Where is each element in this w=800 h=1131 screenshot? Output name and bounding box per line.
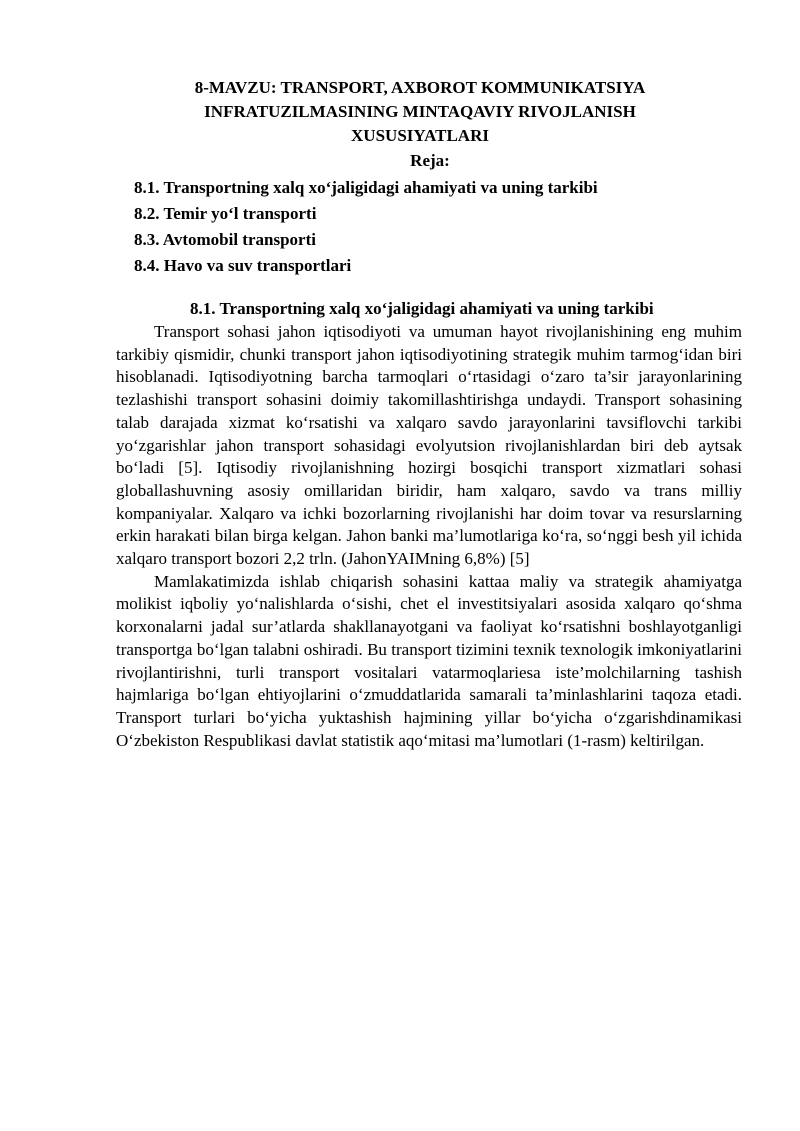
paragraph: Mamlakatimizda ishlab chiqarish sohasini kattaa maliy va strategik ahamiyatga molikist iqboliy yo‘nalishlarda o‘sishi, chet el investitsiyalari asosida xalqaro qo‘shma korxonalarni jadal sur’atlarda shakllanayotgani va faoliyat ko‘rsatishni boshlayotganligi transportga bo‘lgan talabni oshiradi. Bu transport tizimini texnik texnologik imkoniyatlarini rivojlantirishni, turli transport vositalari vatarmoqlariesa iste’molchilarning tashish hajmlariga bo‘lgan ehtiyojlarini o‘zmuddatlarida samarali ta’minlashlarini taqoza etadi. Transport turlari bo‘yicha yuktashish hajmining yillar bo‘yicha o‘zgarishdinamikasi O‘zbekiston Respublikasi davlat statistik aqo‘mitasi ma’lumotlari (1-rasm) keltirilgan. xyxy=(116,571,742,750)
topic-title xyxy=(150,76,690,148)
topic-title-line: XUSUSIYATLARI xyxy=(351,126,489,145)
plan-item: 8.4. Havo va suv transportlari xyxy=(134,256,352,275)
plan-list xyxy=(134,175,598,279)
plan-heading: Reja: xyxy=(410,151,450,170)
plan-item: 8.3. Avtomobil transporti xyxy=(134,230,316,249)
paragraph: Transport sohasi jahon iqtisodiyoti va umuman hayot rivojlanishining eng muhim tarkibiy qismidir, chunki transport jahon iqtisodiyotining strategik muhim tarmog‘idan biri hisoblanadi. Iqtisodiyotning barcha tarmoqlari o‘rtasidagi o‘zaro ta’sir jarayonlarining tezlashishi transport sohasini doimiy takomillashtirishga undaydi. Transport sohasining talab darajada xizmat ko‘rsatishi va xalqaro savdo jarayonlarini tavsiflovchi tarkibi yo‘zgarishlar jahon transport sohasidagi evolyutsion rivojlanishlardan biri deb aytsak bo‘ladi [5]. Iqtisodiy rivojlanishning hozirgi bosqichi transport xizmatlari sohasi globallashuvning asosiy omillaridan biridir, ham xalqaro, savdo va trans milliy kompaniyalar. Xalqaro va ichki bozorlarning rivojlanishi har doim tovar va resurslarning erkin harakati bilan birga kelgan. Jahon banki ma’lumotlariga ko‘ra, so‘nggi besh yil ichida xalqaro transport bozori 2,2 trln. (JahonYAIMning 6,8%) [5] xyxy=(116,322,742,569)
topic-title-line: 8-MAVZU: TRANSPORT, AXBOROT KOMMUNIKATSIYA xyxy=(194,78,646,97)
section-heading: 8.1. Transportning xalq xo‘jaligidagi ahamiyati va uning tarkibi xyxy=(190,299,654,318)
plan-item: 8.1. Transportning xalq xo‘jaligidagi ahamiyati va uning tarkibi xyxy=(134,178,598,197)
body-text xyxy=(116,321,742,752)
topic-title-line: INFRATUZILMASINING MINTAQAVIY RIVOJLANISH xyxy=(204,102,636,121)
plan-item: 8.2. Temir yo‘l transporti xyxy=(134,204,317,223)
